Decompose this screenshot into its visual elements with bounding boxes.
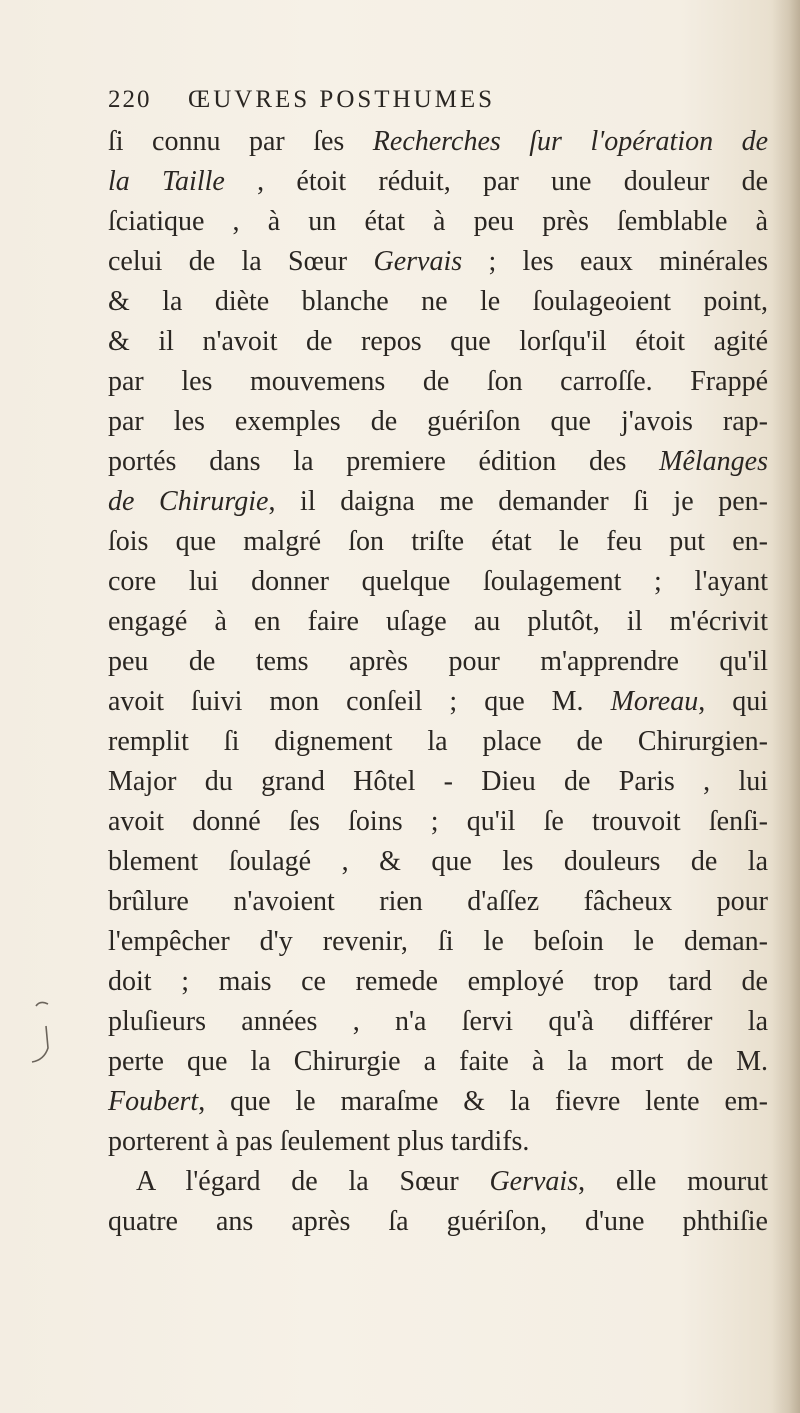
text-segment: Major du grand Hôtel - Dieu de Paris , lui	[108, 766, 768, 797]
text-segment: core lui donner quelque ſoulagement ; l'ayant	[108, 566, 768, 597]
italic-text: Mêlanges	[659, 446, 768, 477]
text-line	[108, 122, 768, 162]
text-segment: ſciatique , à un état à peu près ſemblable à	[108, 206, 768, 237]
text-line	[108, 682, 768, 722]
text-segment: l'empêcher d'y revenir, ſi le beſoin le deman-	[108, 926, 768, 957]
italic-text: Gervais	[373, 246, 463, 277]
text-segment: porterent à pas ſeulement plus tardifs.	[108, 1126, 530, 1157]
text-line	[108, 642, 768, 682]
page-number: 220	[108, 86, 152, 113]
text-segment: A l'égard de la Sœur	[136, 1166, 490, 1197]
text-line	[108, 362, 768, 402]
italic-text: Moreau	[610, 686, 699, 717]
text-line	[108, 482, 768, 522]
text-segment: , il daigna me demander ſi je pen-	[268, 486, 768, 517]
text-segment: avoit ſuivi mon conſeil ; que M.	[108, 686, 611, 717]
text-line	[108, 522, 768, 562]
text-segment: celui de la Sœur	[108, 246, 374, 277]
text-segment: , étoit réduit, par une douleur de	[224, 166, 768, 197]
italic-text: Recherches ſur l'opération de	[372, 126, 769, 157]
italic-text: la Taille	[108, 166, 225, 197]
text-segment: ; les eaux minérales	[462, 246, 768, 277]
text-line	[108, 242, 768, 282]
text-segment: perte que la Chirurgie a faite à la mort de M.	[108, 1046, 768, 1077]
text-segment: blement ſoulagé , & que les douleurs de la	[108, 846, 768, 877]
running-header	[108, 86, 668, 126]
text-line	[108, 842, 768, 882]
text-line	[108, 1122, 768, 1162]
text-segment: , qui	[698, 686, 768, 717]
text-line	[108, 282, 768, 322]
text-segment: quatre ans après ſa guériſon, d'une phthiſie	[108, 1206, 768, 1237]
italic-text: de Chirurgie	[108, 486, 269, 517]
text-segment: & il n'avoit de repos que lorſqu'il étoit agité	[108, 326, 768, 357]
text-line	[108, 202, 768, 242]
text-segment: ſois que malgré ſon triſte état le feu put en-	[108, 526, 768, 557]
text-segment: , que le maraſme & la fievre lente em-	[198, 1086, 768, 1117]
body-text	[108, 122, 768, 1242]
text-line	[108, 1162, 768, 1202]
text-segment: engagé à en faire uſage au plutôt, il m'écrivit	[108, 606, 768, 637]
text-segment: ſi connu par ſes	[108, 126, 373, 157]
text-line	[108, 1002, 768, 1042]
text-line	[108, 762, 768, 802]
text-line	[108, 442, 768, 482]
text-line	[108, 882, 768, 922]
text-line	[108, 1202, 768, 1242]
text-line	[108, 1082, 768, 1122]
text-line	[108, 402, 768, 442]
running-title: ŒUVRES POSTHUMES	[188, 86, 496, 113]
text-segment: remplit ſi dignement la place de Chirurgien-	[108, 726, 768, 757]
text-line	[108, 1042, 768, 1082]
text-line	[108, 562, 768, 602]
text-segment: doit ; mais ce remede employé trop tard de	[108, 966, 768, 997]
text-line	[108, 162, 768, 202]
italic-text: Foubert	[108, 1086, 199, 1117]
text-segment: brûlure n'avoient rien d'aſſez fâcheux pour	[108, 886, 768, 917]
margin-bracket-mark	[28, 998, 54, 1068]
page-edge-shadow	[772, 0, 800, 1413]
text-segment: avoit donné ſes ſoins ; qu'il ſe trouvoit ſenſi-	[108, 806, 768, 837]
text-segment: , elle mourut	[578, 1166, 769, 1197]
text-line	[108, 922, 768, 962]
text-line	[108, 962, 768, 1002]
italic-text: Gervais	[489, 1166, 579, 1197]
text-line	[108, 722, 768, 762]
text-line	[108, 322, 768, 362]
text-segment: portés dans la premiere édition des	[108, 446, 660, 477]
text-line	[108, 602, 768, 642]
text-segment: peu de tems après pour m'apprendre qu'il	[108, 646, 768, 677]
text-segment: pluſieurs années , n'a ſervi qu'à différer la	[108, 1006, 768, 1037]
text-segment: par les exemples de guériſon que j'avois rap-	[108, 406, 768, 437]
text-line	[108, 802, 768, 842]
text-segment: par les mouvemens de ſon carroſſe. Frappé	[108, 366, 768, 397]
text-segment: & la diète blanche ne le ſoulageoient point,	[108, 286, 768, 317]
